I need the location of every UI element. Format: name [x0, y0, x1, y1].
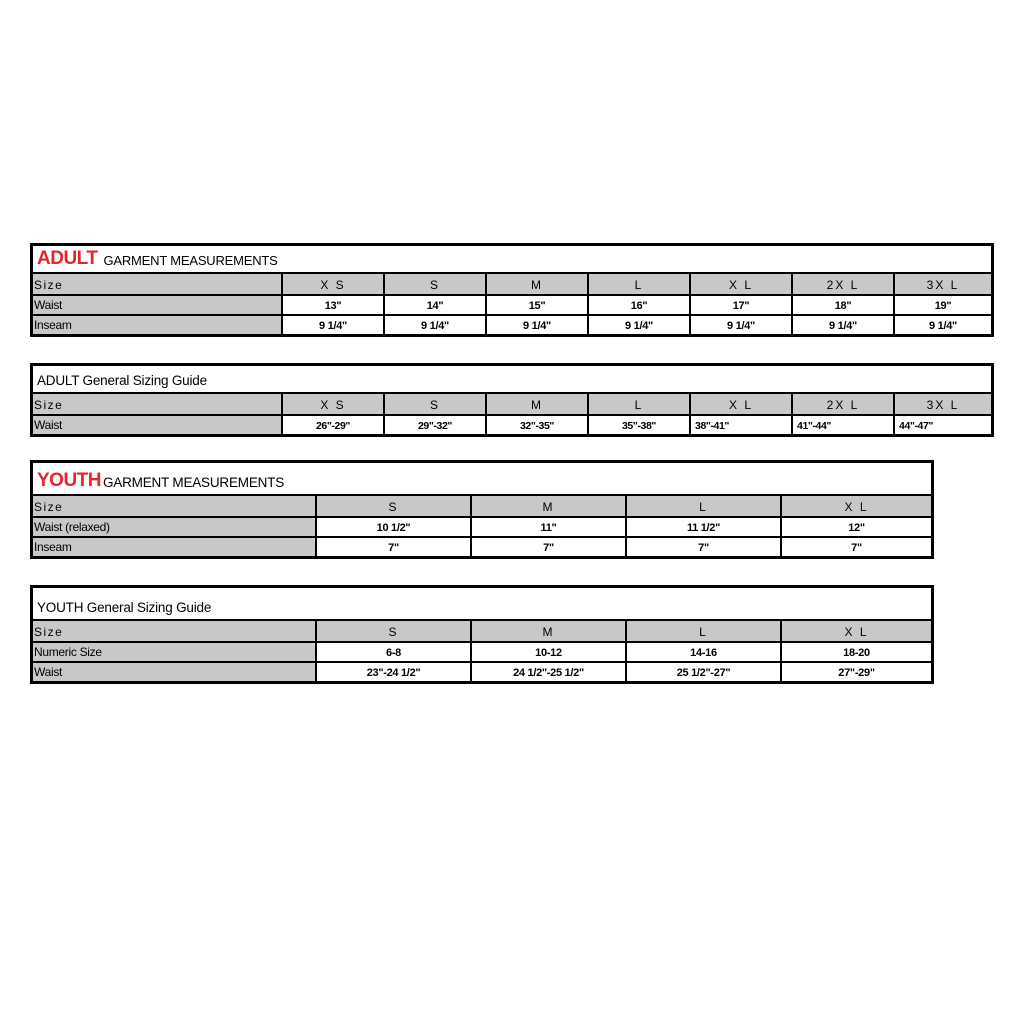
- row-label: Inseam: [33, 316, 281, 334]
- value-cell: 18": [791, 296, 893, 314]
- table-row: [33, 414, 991, 434]
- value-cell: 14-16: [625, 643, 780, 661]
- size-cell: 2X L: [791, 394, 893, 414]
- row-label: Numeric Size: [33, 643, 315, 661]
- size-cell: L: [625, 496, 780, 516]
- table-title: [33, 463, 931, 496]
- size-cell: 3X L: [893, 394, 991, 414]
- size-header-row: [33, 394, 991, 414]
- table-title: [33, 588, 931, 621]
- size-cell: L: [587, 394, 689, 414]
- title-highlight: YOUTH: [37, 470, 101, 491]
- size-cell: M: [470, 496, 625, 516]
- size-cell: M: [470, 621, 625, 641]
- adult-garment-measurements-table: [30, 243, 994, 337]
- value-cell: 9 1/4": [893, 316, 991, 334]
- value-cell: 10 1/2": [315, 518, 470, 536]
- value-cell: 24 1/2"-25 1/2": [470, 663, 625, 681]
- title-text: ADULT General Sizing Guide: [37, 372, 207, 388]
- value-cell: 14": [383, 296, 485, 314]
- size-cell: 2X L: [791, 274, 893, 294]
- size-cell: S: [315, 621, 470, 641]
- youth-general-sizing-table: [30, 585, 934, 684]
- value-cell: 9 1/4": [587, 316, 689, 334]
- title-text: YOUTH General Sizing Guide: [37, 599, 212, 615]
- value-cell: 7": [470, 538, 625, 556]
- value-cell: 9 1/4": [281, 316, 383, 334]
- value-cell: 26"-29": [281, 416, 383, 434]
- size-cell: X S: [281, 394, 383, 414]
- value-cell: 9 1/4": [689, 316, 791, 334]
- row-label: Waist: [33, 663, 315, 681]
- value-cell: 15": [485, 296, 587, 314]
- value-cell: 6-8: [315, 643, 470, 661]
- adult-general-sizing-table: [30, 363, 994, 437]
- value-cell: 25 1/2"-27": [625, 663, 780, 681]
- size-cell: L: [587, 274, 689, 294]
- size-cell: X L: [780, 621, 931, 641]
- row-label: Size: [33, 394, 281, 414]
- table-row: [33, 661, 931, 681]
- value-cell: 9 1/4": [383, 316, 485, 334]
- value-cell: 32"-35": [485, 416, 587, 434]
- table-row: [33, 516, 931, 536]
- value-cell: 9 1/4": [791, 316, 893, 334]
- size-cell: S: [315, 496, 470, 516]
- table-title: [33, 366, 991, 394]
- row-label: Size: [33, 496, 315, 516]
- value-cell: 19": [893, 296, 991, 314]
- title-text: GARMENT MEASUREMENTS: [103, 253, 278, 268]
- size-cell: X L: [689, 274, 791, 294]
- size-cell: X L: [780, 496, 931, 516]
- table-title: [33, 246, 991, 274]
- value-cell: 29"-32": [383, 416, 485, 434]
- value-cell: 41"-44": [791, 416, 893, 434]
- table-row: [33, 536, 931, 556]
- size-cell: 3X L: [893, 274, 991, 294]
- row-label: Waist: [33, 296, 281, 314]
- value-cell: 9 1/4": [485, 316, 587, 334]
- value-cell: 13": [281, 296, 383, 314]
- size-cell: L: [625, 621, 780, 641]
- value-cell: 16": [587, 296, 689, 314]
- value-cell: 11": [470, 518, 625, 536]
- value-cell: 18-20: [780, 643, 931, 661]
- value-cell: 7": [780, 538, 931, 556]
- size-cell: M: [485, 394, 587, 414]
- row-label: Size: [33, 621, 315, 641]
- value-cell: 10-12: [470, 643, 625, 661]
- value-cell: 11 1/2": [625, 518, 780, 536]
- value-cell: 7": [315, 538, 470, 556]
- row-label: Waist: [33, 416, 281, 434]
- value-cell: 38"-41": [689, 416, 791, 434]
- title-highlight: ADULT: [37, 248, 98, 269]
- value-cell: 44"-47": [893, 416, 991, 434]
- table-row: [33, 294, 991, 314]
- table-row: [33, 641, 931, 661]
- value-cell: 23"-24 1/2": [315, 663, 470, 681]
- size-cell: X S: [281, 274, 383, 294]
- size-header-row: [33, 274, 991, 294]
- value-cell: 17": [689, 296, 791, 314]
- value-cell: 35"-38": [587, 416, 689, 434]
- size-cell: S: [383, 394, 485, 414]
- row-label: Size: [33, 274, 281, 294]
- size-header-row: [33, 621, 931, 641]
- size-header-row: [33, 496, 931, 516]
- value-cell: 12": [780, 518, 931, 536]
- size-cell: S: [383, 274, 485, 294]
- size-cell: M: [485, 274, 587, 294]
- row-label: Waist (relaxed): [33, 518, 315, 536]
- row-label: Inseam: [33, 538, 315, 556]
- value-cell: 27"-29": [780, 663, 931, 681]
- title-text: GARMENT MEASUREMENTS: [103, 474, 285, 490]
- youth-garment-measurements-table: [30, 460, 934, 559]
- value-cell: 7": [625, 538, 780, 556]
- table-row: [33, 314, 991, 334]
- size-cell: X L: [689, 394, 791, 414]
